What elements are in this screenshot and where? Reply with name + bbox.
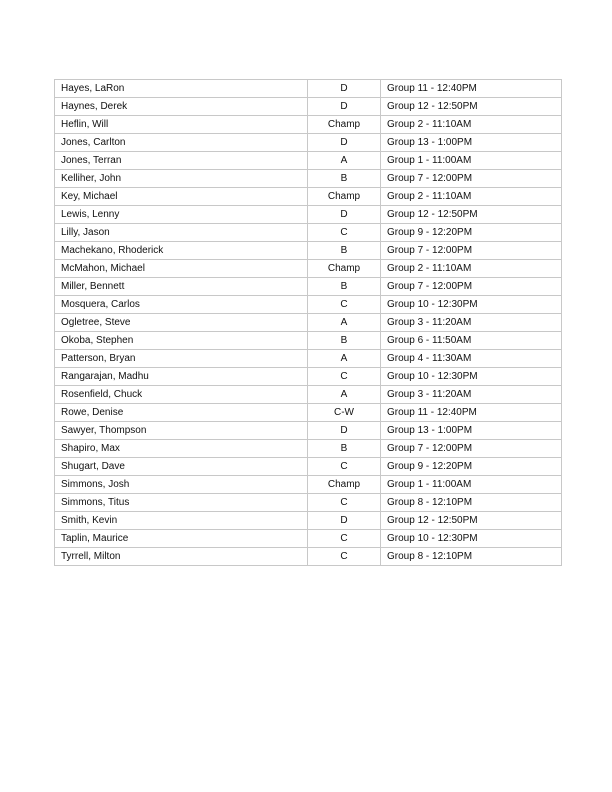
group-time-cell: Group 12 - 12:50PM (381, 98, 562, 116)
group-time-cell: Group 13 - 1:00PM (381, 134, 562, 152)
player-name-cell: Kelliher, John (55, 170, 308, 188)
table-row (55, 512, 562, 530)
class-cell: D (308, 80, 381, 98)
group-time-cell: Group 1 - 11:00AM (381, 152, 562, 170)
player-name-cell: Shugart, Dave (55, 458, 308, 476)
class-cell: C-W (308, 404, 381, 422)
class-cell: C (308, 296, 381, 314)
group-time-cell: Group 8 - 12:10PM (381, 494, 562, 512)
player-name-cell: Sawyer, Thompson (55, 422, 308, 440)
player-name-cell: Smith, Kevin (55, 512, 308, 530)
table-row (55, 368, 562, 386)
group-time-cell: Group 2 - 11:10AM (381, 260, 562, 278)
group-time-cell: Group 7 - 12:00PM (381, 440, 562, 458)
table-row (55, 80, 562, 98)
table-row (55, 314, 562, 332)
group-time-cell: Group 11 - 12:40PM (381, 404, 562, 422)
group-time-cell: Group 2 - 11:10AM (381, 188, 562, 206)
table-row (55, 440, 562, 458)
group-time-cell: Group 11 - 12:40PM (381, 80, 562, 98)
group-time-cell: Group 7 - 12:00PM (381, 278, 562, 296)
class-cell: D (308, 134, 381, 152)
player-name-cell: Okoba, Stephen (55, 332, 308, 350)
table-row (55, 170, 562, 188)
group-time-cell: Group 3 - 11:20AM (381, 314, 562, 332)
table-row (55, 548, 562, 566)
player-name-cell: Haynes, Derek (55, 98, 308, 116)
table-row (55, 188, 562, 206)
table-row (55, 242, 562, 260)
roster-table (54, 79, 562, 566)
table-row (55, 98, 562, 116)
table-row (55, 332, 562, 350)
table-row (55, 152, 562, 170)
class-cell: C (308, 458, 381, 476)
group-time-cell: Group 9 - 12:20PM (381, 458, 562, 476)
class-cell: A (308, 152, 381, 170)
class-cell: B (308, 278, 381, 296)
table-row (55, 458, 562, 476)
player-name-cell: Lilly, Jason (55, 224, 308, 242)
group-time-cell: Group 4 - 11:30AM (381, 350, 562, 368)
group-time-cell: Group 8 - 12:10PM (381, 548, 562, 566)
player-name-cell: Shapiro, Max (55, 440, 308, 458)
table-row (55, 494, 562, 512)
player-name-cell: Rangarajan, Madhu (55, 368, 308, 386)
class-cell: A (308, 314, 381, 332)
group-time-cell: Group 2 - 11:10AM (381, 116, 562, 134)
group-time-cell: Group 10 - 12:30PM (381, 368, 562, 386)
player-name-cell: Mosquera, Carlos (55, 296, 308, 314)
group-time-cell: Group 10 - 12:30PM (381, 296, 562, 314)
class-cell: C (308, 368, 381, 386)
group-time-cell: Group 12 - 12:50PM (381, 512, 562, 530)
class-cell: Champ (308, 476, 381, 494)
player-name-cell: McMahon, Michael (55, 260, 308, 278)
class-cell: Champ (308, 188, 381, 206)
player-name-cell: Rowe, Denise (55, 404, 308, 422)
player-name-cell: Patterson, Bryan (55, 350, 308, 368)
player-name-cell: Tyrrell, Milton (55, 548, 308, 566)
table-row (55, 116, 562, 134)
table-row (55, 296, 562, 314)
class-cell: B (308, 440, 381, 458)
player-name-cell: Key, Michael (55, 188, 308, 206)
class-cell: A (308, 350, 381, 368)
group-time-cell: Group 12 - 12:50PM (381, 206, 562, 224)
player-name-cell: Jones, Carlton (55, 134, 308, 152)
class-cell: D (308, 98, 381, 116)
class-cell: A (308, 386, 381, 404)
table-row (55, 404, 562, 422)
class-cell: C (308, 530, 381, 548)
class-cell: C (308, 494, 381, 512)
class-cell: B (308, 242, 381, 260)
class-cell: D (308, 422, 381, 440)
table-row (55, 278, 562, 296)
group-time-cell: Group 13 - 1:00PM (381, 422, 562, 440)
player-name-cell: Taplin, Maurice (55, 530, 308, 548)
player-name-cell: Hayes, LaRon (55, 80, 308, 98)
player-name-cell: Lewis, Lenny (55, 206, 308, 224)
group-time-cell: Group 9 - 12:20PM (381, 224, 562, 242)
class-cell: D (308, 512, 381, 530)
group-time-cell: Group 6 - 11:50AM (381, 332, 562, 350)
table-row (55, 350, 562, 368)
group-time-cell: Group 3 - 11:20AM (381, 386, 562, 404)
class-cell: C (308, 224, 381, 242)
player-name-cell: Heflin, Will (55, 116, 308, 134)
player-name-cell: Ogletree, Steve (55, 314, 308, 332)
class-cell: B (308, 170, 381, 188)
table-row (55, 260, 562, 278)
table-row (55, 530, 562, 548)
class-cell: B (308, 332, 381, 350)
group-time-cell: Group 7 - 12:00PM (381, 242, 562, 260)
table-row (55, 386, 562, 404)
table-row (55, 134, 562, 152)
group-time-cell: Group 10 - 12:30PM (381, 530, 562, 548)
table-row (55, 224, 562, 242)
class-cell: Champ (308, 260, 381, 278)
table-row (55, 422, 562, 440)
player-name-cell: Simmons, Titus (55, 494, 308, 512)
player-name-cell: Miller, Bennett (55, 278, 308, 296)
table-row (55, 476, 562, 494)
roster-table-body (55, 80, 562, 566)
class-cell: D (308, 206, 381, 224)
class-cell: Champ (308, 116, 381, 134)
group-time-cell: Group 1 - 11:00AM (381, 476, 562, 494)
table-row (55, 206, 562, 224)
player-name-cell: Rosenfield, Chuck (55, 386, 308, 404)
class-cell: C (308, 548, 381, 566)
player-name-cell: Jones, Terran (55, 152, 308, 170)
group-time-cell: Group 7 - 12:00PM (381, 170, 562, 188)
player-name-cell: Simmons, Josh (55, 476, 308, 494)
player-name-cell: Machekano, Rhoderick (55, 242, 308, 260)
